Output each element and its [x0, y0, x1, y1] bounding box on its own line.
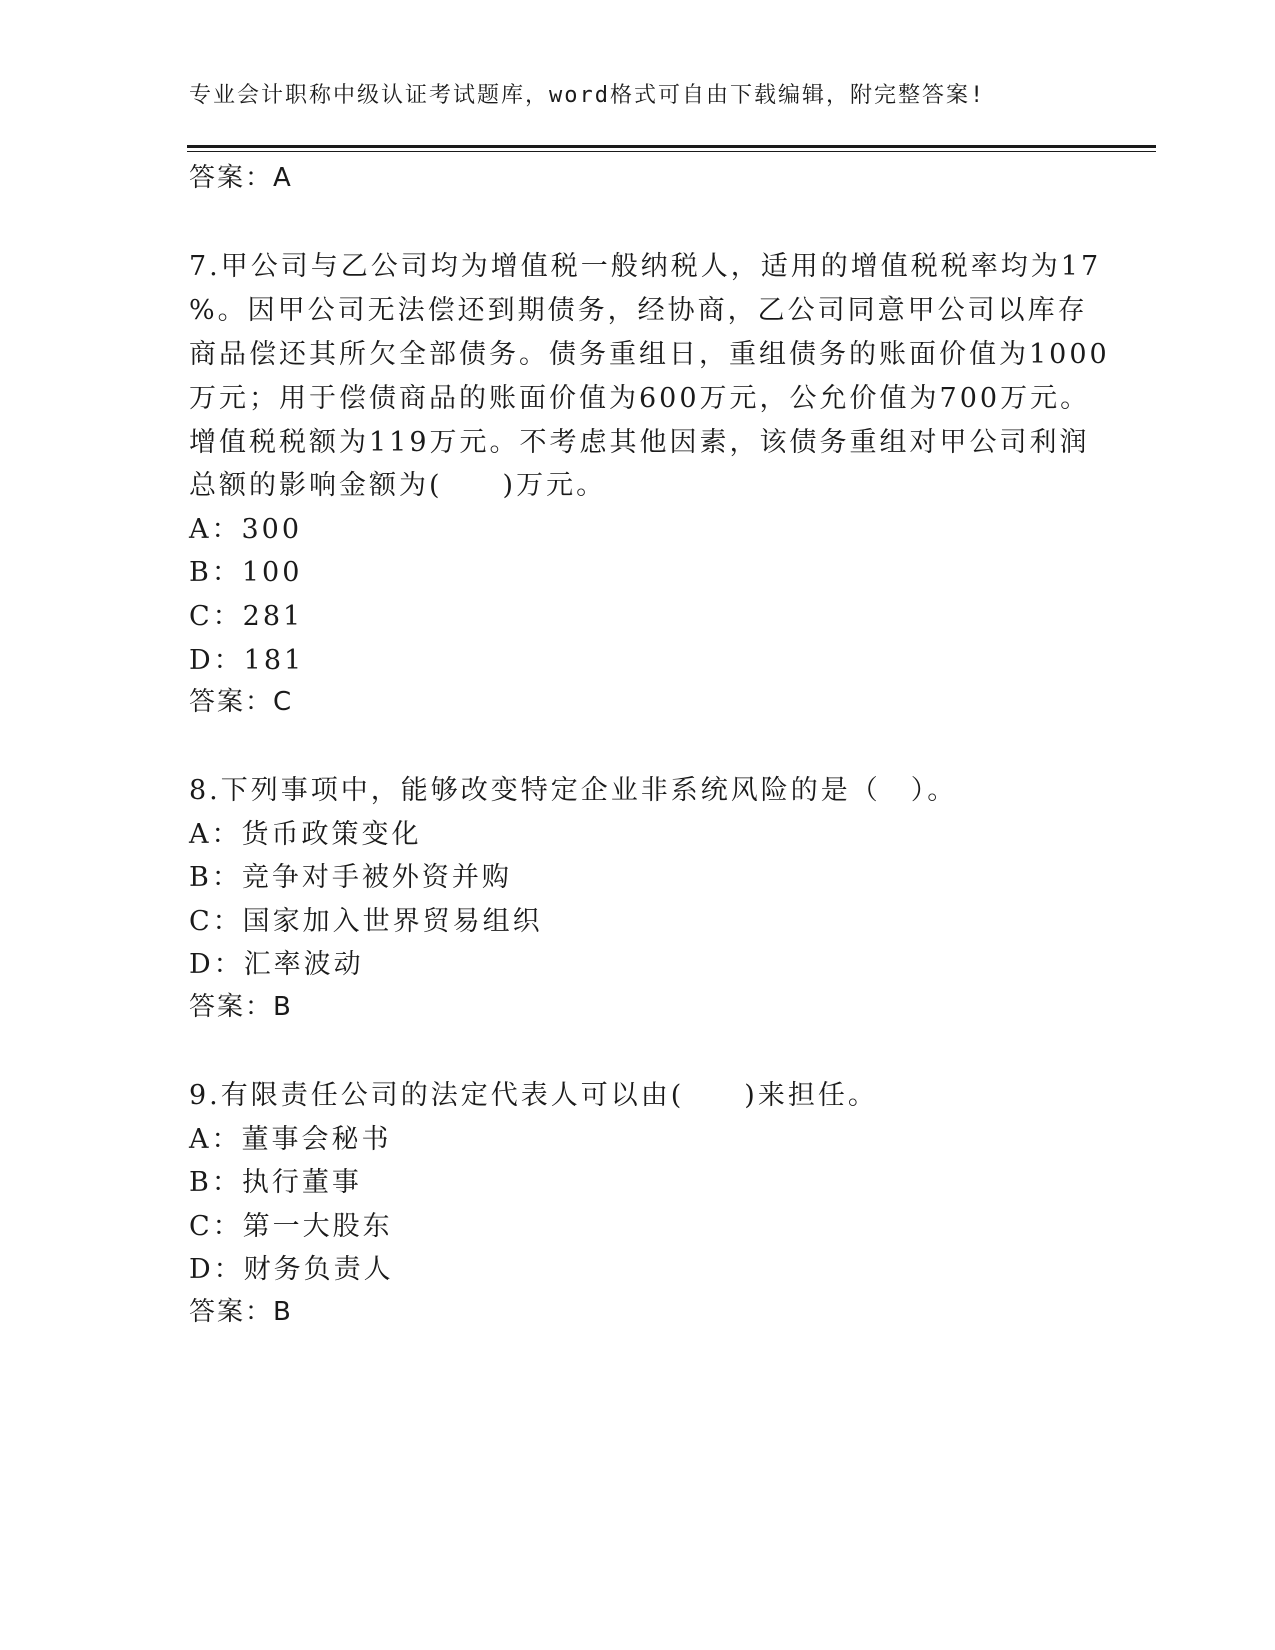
option-a: A：货币政策变化 — [189, 819, 422, 850]
header-text: 专业会计职称中级认证考试题库，word格式可自由下载编辑，附完整答案! — [189, 83, 986, 108]
option-c: C：281 — [189, 601, 304, 632]
option-d: D：财务负责人 — [189, 1254, 394, 1285]
option-c: C：国家加入世界贸易组织 — [189, 906, 543, 937]
question-stem-line: 7.甲公司与乙公司均为增值税一般纳税人，适用的增值税税率均为17 — [189, 251, 1102, 282]
option-a: A：300 — [189, 514, 303, 545]
question-stem-line: 9.有限责任公司的法定代表人可以由( )来担任。 — [189, 1080, 878, 1111]
question-stem-line: 总额的影响金额为( )万元。 — [189, 470, 607, 501]
option-c: C：第一大股东 — [189, 1211, 393, 1242]
option-b: B：竞争对手被外资并购 — [189, 862, 512, 893]
question-stem-line: 商品偿还其所欠全部债务。债务重组日，重组债务的账面价值为1000 — [189, 339, 1110, 370]
header-rule-thin — [187, 151, 1156, 152]
question-stem-line: 增值税税额为119万元。不考虑其他因素，该债务重组对甲公司利润 — [189, 427, 1090, 458]
question-stem-line: 万元；用于偿债商品的账面价值为600万元，公允价值为700万元。 — [189, 383, 1091, 414]
header-rule-thick — [187, 145, 1156, 148]
option-b: B：100 — [189, 557, 303, 588]
question-stem-line: 8.下列事项中，能够改变特定企业非系统风险的是（ ）。 — [189, 775, 958, 806]
option-d: D：汇率波动 — [189, 949, 364, 980]
answer: 答案：C — [189, 687, 294, 717]
answer: 答案：B — [189, 1297, 293, 1327]
previous-answer: 答案：A — [189, 163, 293, 193]
option-d: D：181 — [189, 645, 305, 676]
answer: 答案：B — [189, 992, 293, 1022]
question-stem-line: %。因甲公司无法偿还到期债务，经协商，乙公司同意甲公司以库存 — [189, 295, 1088, 326]
option-b: B：执行董事 — [189, 1167, 362, 1198]
option-a: A：董事会秘书 — [189, 1124, 392, 1155]
